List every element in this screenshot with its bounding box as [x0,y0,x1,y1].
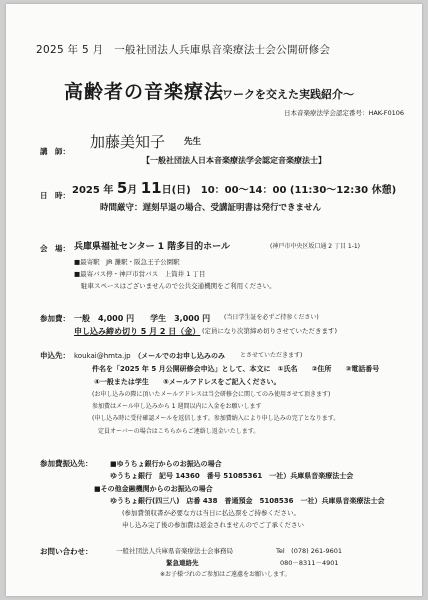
venue-label: 会 場： [40,244,70,253]
deadline-text: 申し込み締め切り 5 月 2 日（金） [74,327,201,336]
application-confirm-note: とさせていただきます) [240,352,303,359]
payment-intro: ■ゆうちょ銀行からのお振込の場合 [110,460,222,468]
date-label-wrap [40,184,70,202]
time-strict-note: 時間厳守：遅刻早退の場合、受講証明書は発行できません [100,203,322,213]
date-label: 日 時： [40,191,70,200]
lecturer-affiliation: 【一般社団法人日本音楽療法学会認定音楽療法士】 [142,156,326,165]
lecturer-label-wrap [40,140,70,158]
payment-other-intro: ■その他金融機関からのお振込の場合 [94,485,213,493]
bank-other: ゆうちょ銀行(四三八) 店番 438 普通預金 5108536 一社）兵庫県音楽療法士会 [110,497,385,505]
subject-intro: 件名を「2025 年 5 月公開研修会申込」として、本文に [92,365,271,373]
application-label-wrap [40,352,70,361]
event-break: (11:30～12:30 休憩) [289,185,397,196]
address-note: (お申し込みの際に頂いたメールアドレスは当会研修会に関してのみ使用させて頂きます) [92,391,331,398]
fee-text: 一般 4,000 円 学生 3,000 円 [74,314,211,323]
contact-label: お問い合わせ： [40,547,93,556]
children-note: ※お子様づれのご参加はご遠慮をお願いします。 [160,571,291,578]
fee-label: 参加費： [40,314,70,323]
lecturer-label: 講 師： [40,147,70,156]
application-label: 申込先： [40,351,70,360]
subject-items-2: ④一般または学生 ⑤メールアドレスをご記入ください。 [94,378,281,386]
header-date: 2025 年 5 月 [36,44,104,56]
full-note: 定員オーバーの場合はこちらからご連絡し返金いたします。 [98,428,260,435]
payment-label-wrap [40,460,93,469]
certification-number: 日本音楽療法学会認定番号：HAK-F0106 [283,109,404,117]
lecturer-name: 加藤美知子 [90,133,166,151]
header-org-title: 一般社団法人兵庫県音楽療法士会公開研修会 [114,44,331,56]
access-bus: ■最寄バス停・神戸市営バス 上筒井 1 丁目 [74,270,206,278]
receipt-note: (参加費領収書が必要な方は当日に払込票をご持参ください。 [122,509,301,517]
event-date [72,180,396,197]
fee-label-wrap [40,314,70,324]
contact-org: 一般社団法人兵庫県音楽療法士会事務局 [116,547,233,555]
date-month: 5 [116,179,128,197]
event-title: 高齢者の音楽療法 [64,81,225,103]
fee-note: (当日学生証を必ずご持参ください) [224,314,319,321]
application-email-note: （メールでのお申し込みのみ [137,352,225,360]
date-month-unit: 月 [127,185,138,196]
date-year: 2025 年 [72,185,114,196]
payment-label: 参加費振込先： [40,459,93,468]
venue-address: (神戸市中央区坂口通 2 丁目 1-1) [270,243,361,250]
reply-note: 参加費はメール申し込みから 1 週間以内に入金をお願いします [92,403,262,410]
subject-line [92,365,379,373]
subject-items: ①氏名 ②住所 ③電話番号 [277,365,380,373]
event-subtitle: ～ワークを交えた実践紹介～ [211,88,354,101]
emergency-tel: 080－8311－4901 [280,559,339,567]
event-header [36,44,330,56]
venue-label-wrap [40,244,70,254]
noreply-note: (申し込み時に受付確認メールを返信します。参加費納入により申し込みの完了となります。 [92,415,340,422]
contact-tel: Tel (078) 261-9601 [276,547,343,555]
deadline-note: (定員になり次第締め切りさせていただきます) [202,327,338,335]
date-day-unit: 日 [161,185,172,196]
date-weekday: (日) [171,185,191,196]
contact-label-wrap [40,548,93,557]
bank-yucho: ゆうちょ銀行 記号 14360 番号 51085361 一社）兵庫県音楽療法士会 [110,472,354,480]
emergency-label: 緊急連絡先 [166,559,199,567]
parking-note: 駐車スペースはございませんので公共交通機関をご利用ください。 [81,282,276,290]
date-day: 11 [140,179,162,197]
application-line [74,352,225,360]
lecturer-honorific: 先生 [184,137,202,147]
access-train: ■最寄駅 JR 灘駅・阪急王子公園駅 [74,258,180,266]
flyer-document [6,4,422,596]
venue-name: 兵庫県福祉センター 1 階多目的ホール [74,242,230,252]
event-time: 10：00～14：00 [200,185,287,196]
application-email[interactable]: koukai@hmta.jp [74,352,131,360]
norefund-note: 申し込み完了後の参加費は返金されませんのでご了承ください [122,521,304,529]
